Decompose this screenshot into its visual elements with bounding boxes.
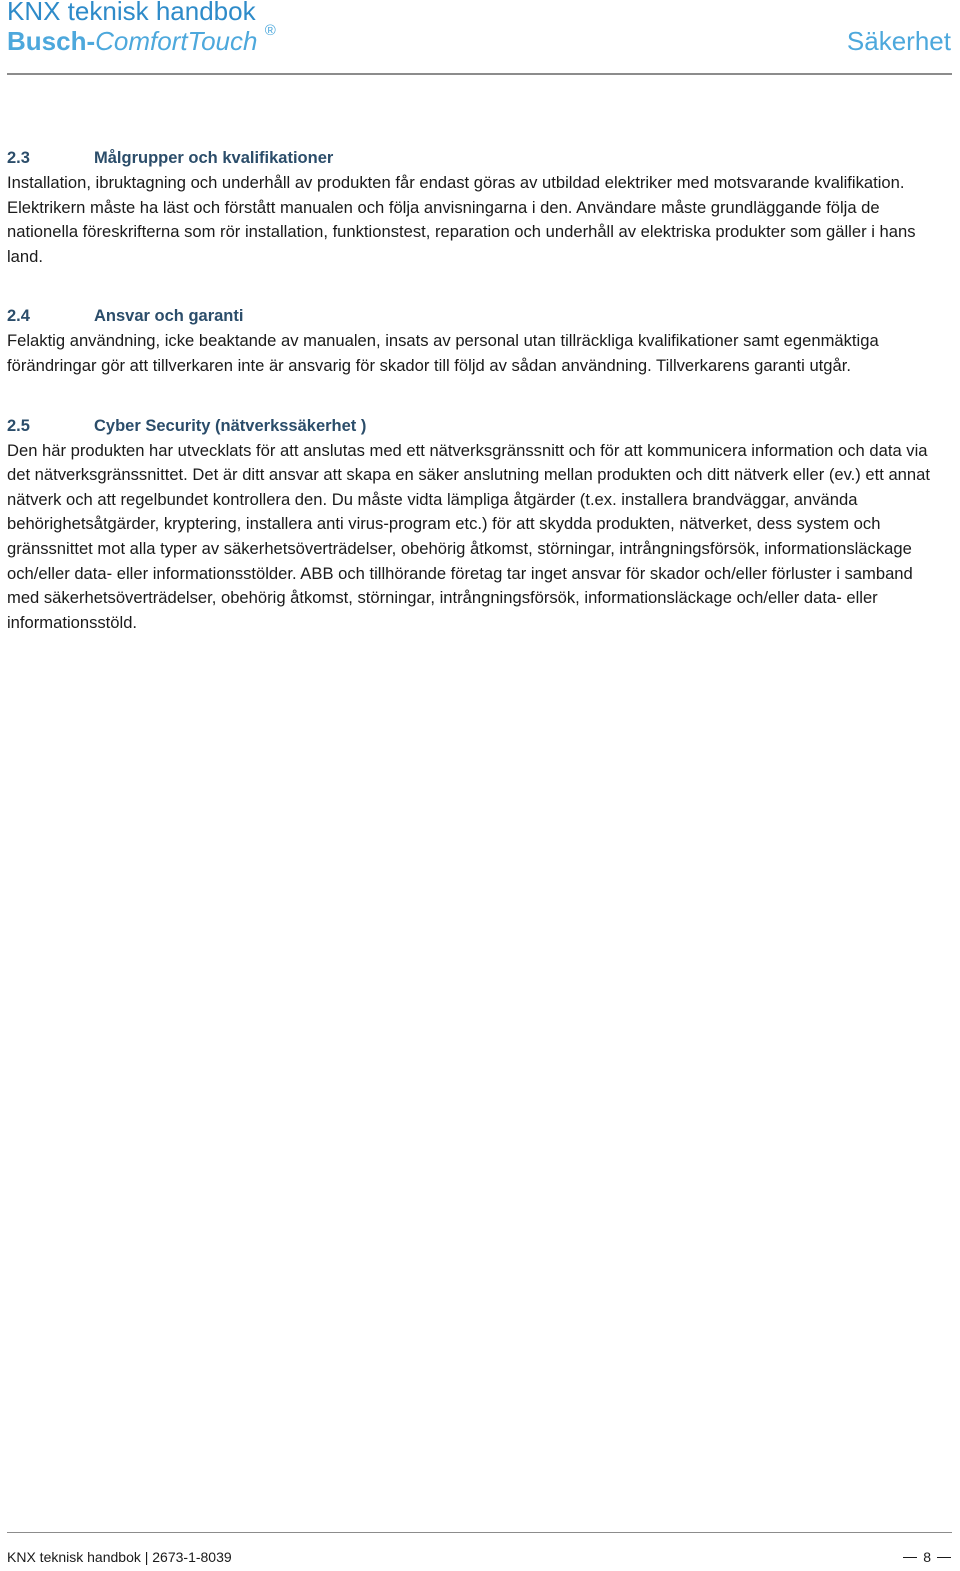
page-dash-right (937, 1557, 951, 1558)
section-number: 2.3 (7, 149, 30, 167)
section-heading (7, 145, 947, 171)
header-divider (7, 73, 952, 75)
section-title: Cyber Security (nätverkssäkerhet ) (94, 416, 367, 435)
product-brand: Busch- (7, 26, 96, 56)
section-title: Ansvar och garanti (94, 307, 244, 326)
section-body: Felaktig användning, icke beaktande av manualen, insats av personal utan tillräckliga kvalifikationer samt egenmäktiga förändringar gör att tillverkaren inte är ansvarig för skador till följd av sådan användning. Tillverkarens garanti utgår. (7, 331, 879, 375)
chapter-title: Säkerhet (846, 26, 951, 56)
section-heading (7, 413, 947, 439)
page-header (0, 0, 960, 78)
section-2-4 (7, 303, 947, 378)
section-title: Målgrupper och kvalifikationer (94, 149, 334, 167)
footer-divider (7, 1532, 952, 1533)
registered-mark: ® (264, 22, 276, 39)
page-content (7, 145, 947, 669)
footer-document-id: KNX teknisk handbok | 2673-1-8039 (7, 1549, 232, 1565)
document-title: KNX teknisk handbok (7, 0, 256, 26)
section-body: Den här produkten har utvecklats för att anslutas med ett nätverksgränssnitt och för att kommunicera information och data via det nätverksgränssnittet. Det är ditt ansvar att skapa en säker anslutning mellan produkten och ditt nätverk eller (ev.) ett annat nätverk och att regelbundet kontrollera den. Du måste vidta lämpliga åtgärder (t.ex. installera brandväggar, använda behörighetsåtgärder, kryptering, installera anti virus-program etc.) för att skydda produkten, nätverket, dess system och gränssnittet mot alla typer av säkerhetsöverträdelser, obehörig åtkomst, störningar, intrångningsförsök, informationsläckage och/eller data- eller informationsstölder. ABB och tillhörande företag tar inget ansvar för skador och/eller förluster i samband med säkerhetsöverträdelser, obehörig åtkomst, störningar, intrångningsförsök, informationsläckage och/eller data- eller informationsstöld. (7, 440, 930, 632)
section-number: 2.4 (7, 307, 30, 326)
section-heading (7, 303, 947, 329)
section-2-3 (7, 145, 947, 269)
page-number: 8 (923, 1549, 931, 1565)
section-2-5 (7, 413, 947, 636)
footer-page-indicator (903, 1549, 951, 1565)
page-dash-left (903, 1557, 917, 1558)
product-model: ComfortTouch (95, 26, 258, 56)
section-body: Installation, ibruktagning och underhåll av produkten får endast göras av utbildad elektriker med motsvarande kvalifikation. Elektrikern måste ha läst och förstått manualen och följa anvisningarna i den. Användare måste grundläggande följa de nationella föreskrifterna som rör installation, funktionstest, reparation och underhåll av elektriska produkter som gäller i hans land. (7, 173, 916, 266)
product-name (7, 22, 276, 57)
section-number: 2.5 (7, 416, 30, 435)
